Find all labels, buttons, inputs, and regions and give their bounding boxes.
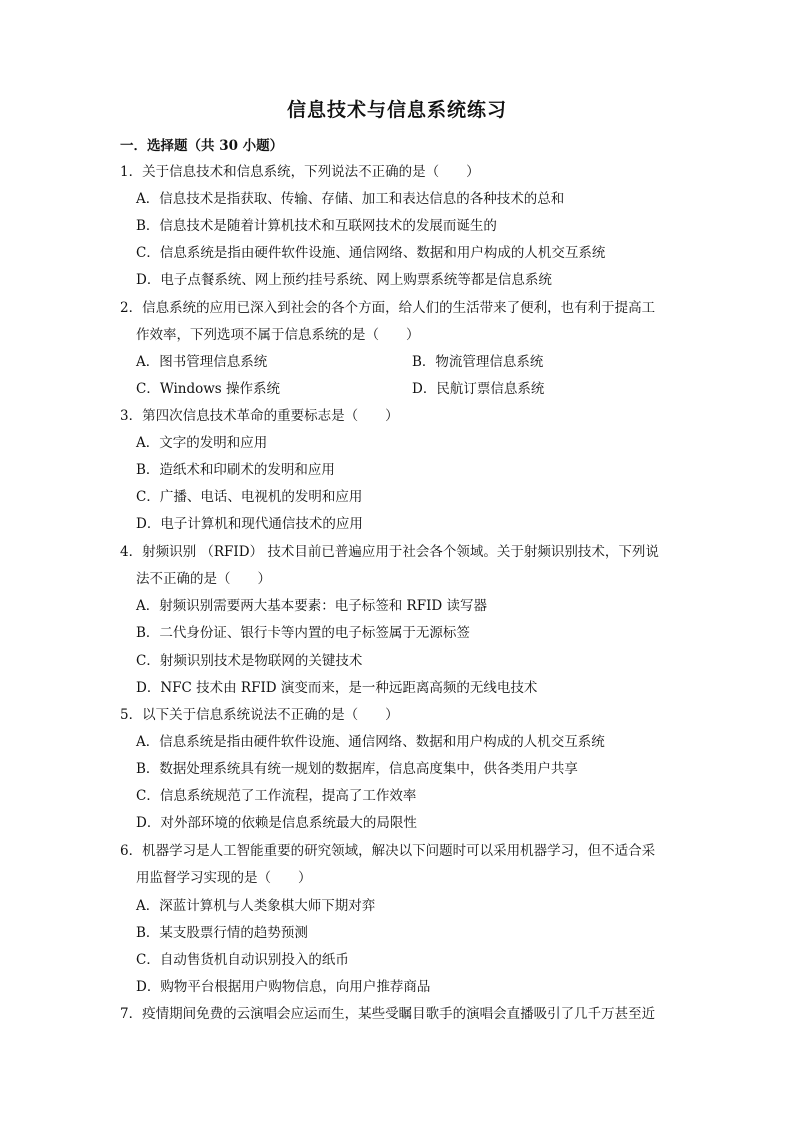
section-heading: 一．选择题（共 30 小题） xyxy=(120,138,284,154)
question-5-option-b: B．数据处理系统具有统一规划的数据库，信息高度集中，供各类用户共享 xyxy=(136,761,578,777)
question-4-option-d: D．NFC 技术由 RFID 演变而来，是一种远距离高频的无线电技术 xyxy=(136,680,538,696)
question-3-stem: 3．第四次信息技术革命的重要标志是（ ） xyxy=(120,408,399,424)
question-6-option-d: D．购物平台根据用户购物信息，向用户推荐商品 xyxy=(136,979,431,995)
question-6-option-b: B．某支股票行情的趋势预测 xyxy=(136,925,308,941)
question-2-option-d: D．民航订票信息系统 xyxy=(412,381,545,397)
question-2-option-a: A．图书管理信息系统 xyxy=(136,354,268,370)
question-4-option-a: A．射频识别需要两大基本要素：电子标签和 RFID 读写器 xyxy=(136,598,488,614)
question-6-stem: 6．机器学习是人工智能重要的研究领域，解决以下问题时可以采用机器学习，但不适合采 xyxy=(120,843,656,859)
question-1-option-a: A．信息技术是指获取、传输、存储、加工和表达信息的各种技术的总和 xyxy=(136,191,565,207)
question-5-option-c: C．信息系统规范了工作流程，提高了工作效率 xyxy=(136,788,417,804)
question-4-stem: 4．射频识别 （RFID） 技术目前已普遍应用于社会各个领域。关于射频识别技术，下列说 xyxy=(120,544,659,560)
question-6-stem-cont: 用监督学习实现的是（ ） xyxy=(136,870,312,886)
question-5-stem: 5．以下关于信息系统说法不正确的是（ ） xyxy=(120,707,399,723)
question-2-stem-cont: 作效率，下列选项不属于信息系统的是（ ） xyxy=(136,327,420,343)
question-6-option-a: A．深蓝计算机与人类象棋大师下期对弈 xyxy=(136,898,376,914)
question-3-option-a: A．文字的发明和应用 xyxy=(136,435,268,451)
question-4-stem-cont: 法不正确的是（ ） xyxy=(136,571,271,587)
question-3-option-d: D．电子计算机和现代通信技术的应用 xyxy=(136,516,363,532)
question-2-option-c: C．Windows 操作系统 xyxy=(136,381,281,397)
question-6-option-c: C．自动售货机自动识别投入的纸币 xyxy=(136,952,349,968)
question-7-stem: 7．疫情期间免费的云演唱会应运而生，某些受瞩目歌手的演唱会直播吸引了几千万甚至近 xyxy=(120,1006,656,1022)
question-1-option-b: B．信息技术是随着计算机技术和互联网技术的发展而诞生的 xyxy=(136,218,497,234)
question-5-option-a: A．信息系统是指由硬件软件设施、通信网络、数据和用户构成的人机交互系统 xyxy=(136,734,605,750)
question-4-option-c: C．射频识别技术是物联网的关键技术 xyxy=(136,653,363,669)
question-1-option-d: D．电子点餐系统、网上预约挂号系统、网上购票系统等都是信息系统 xyxy=(136,272,552,288)
document-title: 信息技术与信息系统练习 xyxy=(286,99,507,121)
question-2-option-b: B．物流管理信息系统 xyxy=(412,354,544,370)
question-1-stem: 1．关于信息技术和信息系统，下列说法不正确的是（ ） xyxy=(120,164,480,180)
question-2-stem: 2．信息系统的应用已深入到社会的各个方面，给人们的生活带来了便利，也有利于提高工 xyxy=(120,300,656,316)
question-3-option-c: C．广播、电话、电视机的发明和应用 xyxy=(136,489,363,505)
question-5-option-d: D．对外部环境的依赖是信息系统最大的局限性 xyxy=(136,815,417,831)
question-4-option-b: B．二代身份证、银行卡等内置的电子标签属于无源标签 xyxy=(136,625,470,641)
question-1-option-c: C．信息系统是指由硬件软件设施、通信网络、数据和用户构成的人机交互系统 xyxy=(136,245,606,261)
question-3-option-b: B．造纸术和印刷术的发明和应用 xyxy=(136,462,335,478)
